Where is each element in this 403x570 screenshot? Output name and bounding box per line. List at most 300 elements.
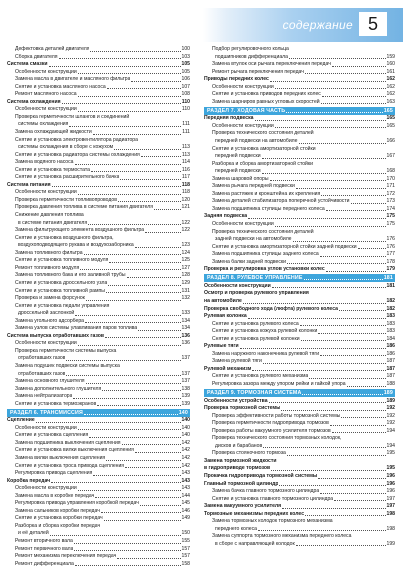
toc-entry-title: Замена вакуумного усилителя [204,503,282,510]
toc-entry-page: 181 [383,275,393,282]
toc-entry-page: 117 [181,174,190,181]
toc-entry-page: 140 [181,417,190,424]
toc-entry-page: 106 [181,76,190,83]
toc-entry-title: Замена дополнительного глушителя [15,385,102,392]
dot-leader [270,81,386,82]
dot-leader [106,460,180,461]
dot-leader [296,188,386,189]
toc-entry [204,435,395,443]
dot-leader [93,475,180,476]
toc-entry-page: 122 [181,227,190,234]
page-header [0,8,403,42]
toc-entry [7,189,190,197]
toc-entry-page: 183 [386,320,395,327]
toc-entry-page: 192 [386,412,395,419]
toc-entry-page: 192 [386,405,395,412]
toc-entry-page: 144 [181,492,190,499]
toc-entry [204,290,395,298]
toc-entry [7,303,190,311]
toc-entry [7,363,190,371]
toc-entry [204,450,395,458]
toc-entry-page: 192 [386,420,395,427]
toc-entry-title: Тормозные механизмы передних колес [204,510,305,517]
toc-entry-page: 149 [181,515,190,522]
toc-entry [204,130,395,138]
toc-entry-title: Главный тормозной цилиндр [204,480,279,487]
toc-entry-title: Замена подшипника ступицы заднего колеса [212,251,319,258]
dot-leader [78,429,181,430]
toc-entry-page: 143 [181,485,190,492]
toc-entry-page: 170 [386,175,395,182]
toc-entry-title: Замена тормозных колодок тормозного механизма [212,518,333,525]
toc-entry-page: 128 [181,272,190,279]
toc-entry-title: в системе питания двигателя [18,219,88,226]
toc-entry-page: 184 [386,335,395,342]
dot-leader [272,287,386,288]
toc-entry-page: 178 [386,258,395,265]
toc-entry [204,298,395,306]
toc-entry-page: 186 [386,350,395,357]
toc-entry-title: Особенности конструкции [15,68,77,75]
toc-entry-title: Замена масла в двигателе и масляного фильтра [15,76,131,83]
toc-entry-title: Проверка тормозной системы [204,405,281,412]
toc-entry [204,46,395,54]
toc-entry-title: Замена втулок оси рычага переключения передач [212,61,331,68]
dot-leader [248,318,386,319]
dot-leader [282,508,385,509]
toc-column-right [204,46,395,548]
dot-leader [108,285,180,286]
dot-leader [109,262,180,263]
dot-leader [358,248,386,249]
toc-entry [204,413,395,421]
dot-leader [318,478,385,479]
toc-entry [204,161,395,169]
toc-entry-title: Система смазки [7,61,48,68]
toc-entry-title: Проверка герметичности шлангов и соединений [15,113,130,120]
toc-entry [7,152,190,160]
toc-entry-title: Снятие и установка топливной рампы [15,287,105,294]
dot-leader [330,425,386,426]
toc-entry-title: Снятие и установка вилки выключения сцепления [15,447,134,454]
dot-leader [341,417,385,418]
toc-entry-page: 194 [386,427,395,434]
toc-entry [204,488,395,496]
toc-entry-title: дроссельной заслонкой [18,310,75,317]
toc-entry [7,174,190,182]
toc-entry-title: Система выпуска отработавших газов [7,332,105,339]
toc-entry-page: 165 [386,122,395,129]
toc-entry [7,280,190,288]
dot-leader [326,210,386,211]
toc-entry-title: РАЗДЕЛ 7. ХОДОВАЯ ЧАСТЬ [207,107,286,114]
toc-entry-page: 105 [181,61,190,68]
toc-entry-page: 186 [386,343,395,350]
toc-entry-title: Замена угольного адсорбера [15,317,85,324]
toc-entry [204,84,395,92]
dot-leader [78,194,181,195]
dot-leader [301,340,386,341]
toc-entry-title: Особенности конструкции [212,83,274,90]
toc-entry-page: 123 [181,242,190,249]
toc-entry [7,417,190,425]
toc-entry-title: Замена растяжек и кронштейна их крепления [212,190,321,197]
toc-entry [7,530,190,538]
dot-leader [114,149,181,150]
toc-entry-title: Замена охлаждающей жидкости [15,129,92,136]
toc-entry [204,321,395,329]
toc-entry [7,318,190,326]
dot-leader [286,107,383,113]
toc-entry-page: 142 [181,462,190,469]
toc-entry-title: Снятие и установка дроссельного узла [15,279,108,286]
toc-entry [7,144,190,152]
dot-leader [84,409,178,415]
toc-entry-page: 125 [181,257,190,264]
toc-entry-title: Снятие и установка амортизаторной стойки [212,145,316,152]
toc-entry-page: 146 [181,507,190,514]
toc-entry-page: 140 [178,409,188,416]
toc-entry-page: 138 [181,385,190,392]
dot-leader [135,247,181,248]
dot-leader [140,505,181,506]
toc-entry-page: 140 [181,432,190,439]
toc-entry [7,265,190,273]
dot-leader [62,103,181,104]
dot-leader [101,512,181,513]
toc-entry [204,398,395,406]
toc-entry [204,328,395,336]
toc-entry-title: Особенности конструкции [212,122,274,129]
toc-entry-title: Снятие и установка приводов передних колес [212,91,321,98]
toc-entry-page: 107 [181,83,190,90]
toc-entry [204,176,395,184]
toc-entry-page: 137 [181,355,190,362]
toc-entry [7,159,190,167]
dot-leader [66,360,180,361]
toc-entry-page: 176 [386,243,395,250]
toc-entry-title: Сборка двигателя [15,53,58,60]
toc-entry-page: 134 [181,325,190,332]
toc-entry-page: 105 [181,68,190,75]
toc-entry [7,553,190,561]
toc-entry-title: Снятие и установка сцепления [15,432,89,439]
dot-leader [300,325,386,326]
toc-entry [7,538,190,546]
toc-entry-title: Снятие и установка расширительного бачка [15,174,120,181]
toc-entry [204,61,395,69]
toc-entry-page: 198 [386,525,395,532]
toc-entry-title: РАЗДЕЛ 9. ТОРМОЗНАЯ СИСТЕМА [207,390,302,397]
dot-leader [105,337,180,338]
toc-entry [204,229,395,237]
toc-entry [7,54,190,62]
toc-entry [7,220,190,228]
dot-leader [304,274,383,280]
toc-entry-page: 129 [181,279,190,286]
dot-leader [299,143,386,144]
toc-entry-page: 136 [181,332,190,339]
dot-leader [120,179,180,180]
toc-entry-title: Проверка стояночного тормоза [212,450,286,457]
toc-entry-title: Система питания [7,181,51,188]
toc-entry-page: 199 [386,540,395,547]
toc-entry-page: 139 [181,400,190,407]
toc-entry [7,272,190,280]
toc-entry-title: Система охлаждения [7,98,61,105]
toc-entry-title: Особенности конструкции [204,282,271,289]
dot-leader [78,345,181,346]
toc-entry [204,283,395,291]
toc-entry-page: 113 [181,144,190,151]
toc-entry [7,515,190,523]
toc-entry [204,465,395,473]
dot-leader [262,173,386,174]
toc-entry [204,373,395,381]
dot-leader [107,88,181,89]
toc-entry-title: в гидроприводе тормозов [204,465,271,472]
dot-leader [93,134,181,135]
toc-entry-page: 172 [386,190,395,197]
toc-entry-page: 173 [386,198,395,205]
toc-column-left [7,46,190,568]
dot-leader [104,520,181,521]
dot-leader [50,535,181,536]
dot-leader [321,103,386,104]
dot-leader [135,452,181,453]
toc-entry-page: 160 [386,61,395,68]
toc-entry-title: Замена рычага передней подвески [212,183,295,190]
toc-entry [204,236,395,244]
toc-entry-title: Замена деталей стабилизатора поперечной устойчивости [212,198,350,205]
toc-entry-title: Проверка технического состояния деталей [212,130,314,137]
toc-entry [7,371,190,379]
toc-entry [7,508,190,516]
toc-entry-title: Регулировка привода управления коробкой передач [15,500,139,507]
toc-entry-page: 183 [386,328,395,335]
toc-entry [204,69,395,77]
dot-leader [86,383,181,384]
toc-entry-title: Проверка свободного хода (люфта) рулевого колеса [204,305,338,312]
toc-entry-title: Особенности конструкции [15,189,77,196]
toc-entry-title: Замена нейтрализатора [15,393,73,400]
toc-entry-page: 189 [386,397,395,404]
toc-entry-page: 142 [181,447,190,454]
toc-entry-page: 111 [182,121,190,128]
dot-leader [80,269,180,270]
toc-entry-page: 187 [386,373,395,380]
dot-leader [154,209,181,210]
toc-entry-title: Замена топливного фильтра [15,249,83,256]
dot-leader [89,437,180,438]
toc-entry-page: 182 [386,305,395,312]
toc-entry-page: 143 [181,470,190,477]
toc-entry-title: Разборка и сборка амортизаторной стойки [212,160,313,167]
toc-entry [7,546,190,554]
toc-entry-page: 110 [181,98,190,105]
dot-leader [322,96,386,97]
toc-entry [7,340,190,348]
section-heading [204,107,395,115]
toc-entry-page: 165 [386,115,395,122]
toc-entry-title: Замена шарниров равных угловых скоростей [212,98,320,105]
toc-entry-page: 197 [386,503,395,510]
dot-leader [243,303,386,304]
toc-entry-title: Снятие и установка кожуха рулевой колонки [212,328,318,335]
dot-leader [287,455,386,456]
toc-entry [7,91,190,99]
dot-leader [271,470,385,471]
toc-entry-page: 175 [386,213,395,220]
toc-entry-title: Замена фильтрующего элемента воздушного фильтра [15,227,145,234]
dot-leader [59,58,181,59]
toc-entry [7,197,190,205]
toc-entry [204,146,395,154]
toc-entry-title: Приводы передних колес [204,76,269,83]
toc-entry [204,496,395,504]
toc-entry [204,336,395,344]
toc-entry-page: 196 [386,472,395,479]
toc-entry-title: Замена вилки выключения сцепления [15,454,106,461]
dot-leader [78,490,181,491]
toc-entry-page: 137 [181,370,190,377]
toc-entry [204,153,395,161]
toc-entry-page: 161 [386,68,395,75]
dot-leader [78,73,181,74]
toc-entry [204,266,395,274]
dot-leader [263,447,385,448]
toc-entry-page: 108 [181,91,190,98]
dot-leader [332,66,386,67]
toc-entry [7,478,190,486]
dot-leader [118,201,181,202]
dot-leader [279,485,385,486]
toc-entry-title: Задняя подвеска [204,213,248,220]
dot-leader [351,203,386,204]
toc-entry-page: 131 [181,287,190,294]
toc-entry [204,168,395,176]
toc-entry-title: Снятие и установка воздушного фильтра, [15,234,114,241]
toc-entry [204,533,395,541]
toc-entry-page: 155 [181,538,190,544]
toc-entry-title: системы охлаждения [18,121,69,128]
toc-entry-page: 132 [181,295,190,302]
toc-entry-title: Замена основного глушителя [15,378,85,385]
toc-entry-title: Проверка эффективности работы тормозной системы [212,412,341,419]
dot-leader [75,315,180,316]
toc-entry-title: Проверка технического состояния деталей [212,228,314,235]
toc-entry [204,123,395,131]
dot-leader [334,500,385,501]
section-heading [7,409,190,417]
toc-entry [7,76,190,84]
toc-entry-title: Проверка герметичности топливопроводов [15,196,117,203]
toc-entry-page: 168 [386,168,395,175]
toc-entry [7,378,190,386]
dot-leader [240,348,386,349]
toc-entry-title: Снятие и установка радиатора системы охлаждения [15,151,140,158]
toc-entry [204,405,395,413]
toc-entry-title: Проверка и замена форсунок [15,295,85,302]
toc-entry-title: Снятие и установка электровентилятора радиатора [15,136,138,143]
dot-leader [52,186,181,187]
toc-entry-page: 143 [181,477,190,484]
toc-entry [204,343,395,351]
toc-entry [204,420,395,428]
toc-entry [7,310,190,318]
dot-leader [270,180,386,181]
dot-leader [339,310,386,311]
toc-entry [204,381,395,389]
toc-entry-title: Ремонт дифференциала [15,560,74,567]
dot-leader [86,300,181,301]
toc-entry-title: Регулировка зазора между упором рейки и гайкой упора [212,380,346,387]
toc-entry-title: Передняя подвеска [204,115,254,122]
toc-entry [7,250,190,258]
toc-entry-page: 140 [181,424,190,431]
toc-entry-page: 116 [181,166,190,173]
toc-entry-title: Коробка передач [7,477,51,484]
toc-entry-page: 187 [386,358,395,365]
toc-entry-page: 113 [181,151,190,158]
dot-leader [326,271,386,272]
toc-entry [7,485,190,493]
toc-entry-title: Снятие и установка термостата [15,166,90,173]
toc-entry [204,99,395,107]
toc-entry [204,244,395,252]
toc-entry [7,470,190,478]
toc-entry [7,227,190,235]
toc-entry-title: передней подвески [215,153,261,160]
toc-entry-page: 103 [181,53,190,60]
dot-leader [85,322,180,323]
toc-entry [204,138,395,146]
toc-entry-title: Ремонт рычага переключения передач [212,68,304,75]
dot-leader [78,96,181,97]
toc-entry [7,167,190,175]
toc-entry-title: Замена наружного наконечника рулевой тяги [212,350,320,357]
toc-entry-title: Снятие и установка амортизаторной стойки задней подвески [212,243,357,250]
toc-entry [7,69,190,77]
dot-leader [88,224,180,225]
toc-entry-page: 198 [386,510,395,517]
dot-leader [275,226,386,227]
toc-entry-page: 150 [181,530,190,537]
dot-leader [74,543,181,544]
toc-entry-title: системы охлаждения в сборе с кожухом [18,144,114,151]
toc-entry-title: Снятие и установка термоэкранов [15,400,97,407]
toc-entry-title: Снятие и установка коробки передач [15,515,103,522]
toc-entry [204,481,395,489]
toc-entry-title: Ремонт масляного насоса [15,91,77,98]
toc-entry-page: 111 [182,129,190,136]
toc-entry-page: 162 [386,91,395,98]
toc-entry-page: 162 [386,76,395,83]
toc-entry-title: Регулировка привода сцепления [15,470,93,477]
toc-entry [204,213,395,221]
dot-leader [75,164,181,165]
toc-entry-page: 183 [386,313,395,320]
toc-entry-title: задней подвески на автомобиле [215,236,292,243]
toc-entry-title: Замена водяного насоса [15,159,74,166]
dot-leader [305,73,386,74]
section-heading [204,389,395,397]
toc-entry [7,355,190,363]
dot-leader [84,254,181,255]
toc-entry [7,114,190,122]
dot-leader [332,432,386,433]
toc-entry-page: 110 [181,106,190,113]
